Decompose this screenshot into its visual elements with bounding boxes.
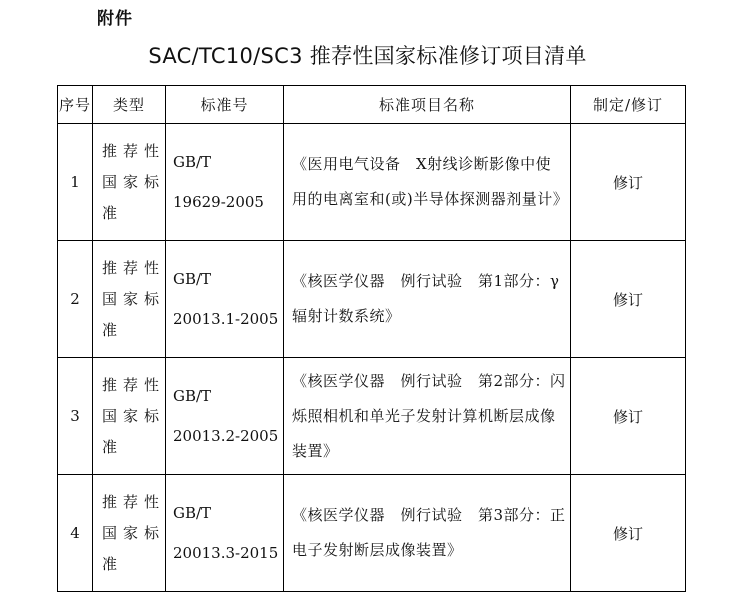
document-title: SAC/TC10/SC3 推荐性国家标准修订项目清单 bbox=[148, 44, 587, 68]
type-line: 国家标 bbox=[102, 172, 166, 191]
table-row bbox=[58, 358, 686, 475]
header-type: 类型 bbox=[93, 86, 166, 124]
type-line: 国家标 bbox=[102, 523, 166, 542]
type-line: 国家标 bbox=[102, 406, 166, 425]
table-row bbox=[58, 475, 686, 592]
type-line: 推荐性 bbox=[102, 141, 166, 160]
code-line: 20013.3-2015 bbox=[173, 544, 279, 562]
row-name: 《医用电气设备 X射线诊断影像中使用的电离室和(或)半导体探测器剂量计》 bbox=[284, 124, 571, 241]
type-line: 国家标 bbox=[102, 289, 166, 308]
header-seq: 序号 bbox=[58, 86, 93, 124]
table-row bbox=[58, 241, 686, 358]
row-seq: 1 bbox=[58, 124, 93, 241]
type-line: 准 bbox=[102, 320, 124, 339]
row-seq: 2 bbox=[58, 241, 93, 358]
code-line: 20013.1-2005 bbox=[173, 310, 279, 328]
row-type bbox=[93, 358, 166, 475]
header-action: 制定/修订 bbox=[571, 86, 686, 124]
code-line: GB/T bbox=[173, 504, 212, 522]
table-header-row bbox=[58, 86, 686, 124]
header-name: 标准项目名称 bbox=[284, 86, 571, 124]
type-line: 准 bbox=[102, 203, 124, 222]
row-action: 修订 bbox=[571, 124, 686, 241]
type-line: 推荐性 bbox=[102, 258, 166, 277]
row-name: 《核医学仪器 例行试验 第1部分：γ辐射计数系统》 bbox=[284, 241, 571, 358]
type-line: 推荐性 bbox=[102, 492, 166, 511]
table-row bbox=[58, 124, 686, 241]
row-type bbox=[93, 124, 166, 241]
code-line: 19629-2005 bbox=[173, 193, 264, 211]
type-line: 准 bbox=[102, 437, 124, 456]
row-name: 《核医学仪器 例行试验 第3部分：正电子发射断层成像装置》 bbox=[284, 475, 571, 592]
row-type bbox=[93, 475, 166, 592]
row-action: 修订 bbox=[571, 241, 686, 358]
row-seq: 4 bbox=[58, 475, 93, 592]
row-type bbox=[93, 241, 166, 358]
row-code bbox=[166, 475, 284, 592]
standards-table bbox=[57, 85, 686, 592]
row-name: 《核医学仪器 例行试验 第2部分：闪烁照相机和单光子发射计算机断层成像装置》 bbox=[284, 358, 571, 475]
type-line: 推荐性 bbox=[102, 375, 166, 394]
row-action: 修订 bbox=[571, 358, 686, 475]
row-seq: 3 bbox=[58, 358, 93, 475]
row-code bbox=[166, 358, 284, 475]
header-code: 标准号 bbox=[166, 86, 284, 124]
row-code bbox=[166, 124, 284, 241]
code-line: GB/T bbox=[173, 387, 212, 405]
code-line: GB/T bbox=[173, 270, 212, 288]
row-code bbox=[166, 241, 284, 358]
attachment-label: 附件 bbox=[97, 9, 133, 29]
type-line: 准 bbox=[102, 554, 124, 573]
row-action: 修订 bbox=[571, 475, 686, 592]
code-line: GB/T bbox=[173, 153, 212, 171]
code-line: 20013.2-2005 bbox=[173, 427, 279, 445]
